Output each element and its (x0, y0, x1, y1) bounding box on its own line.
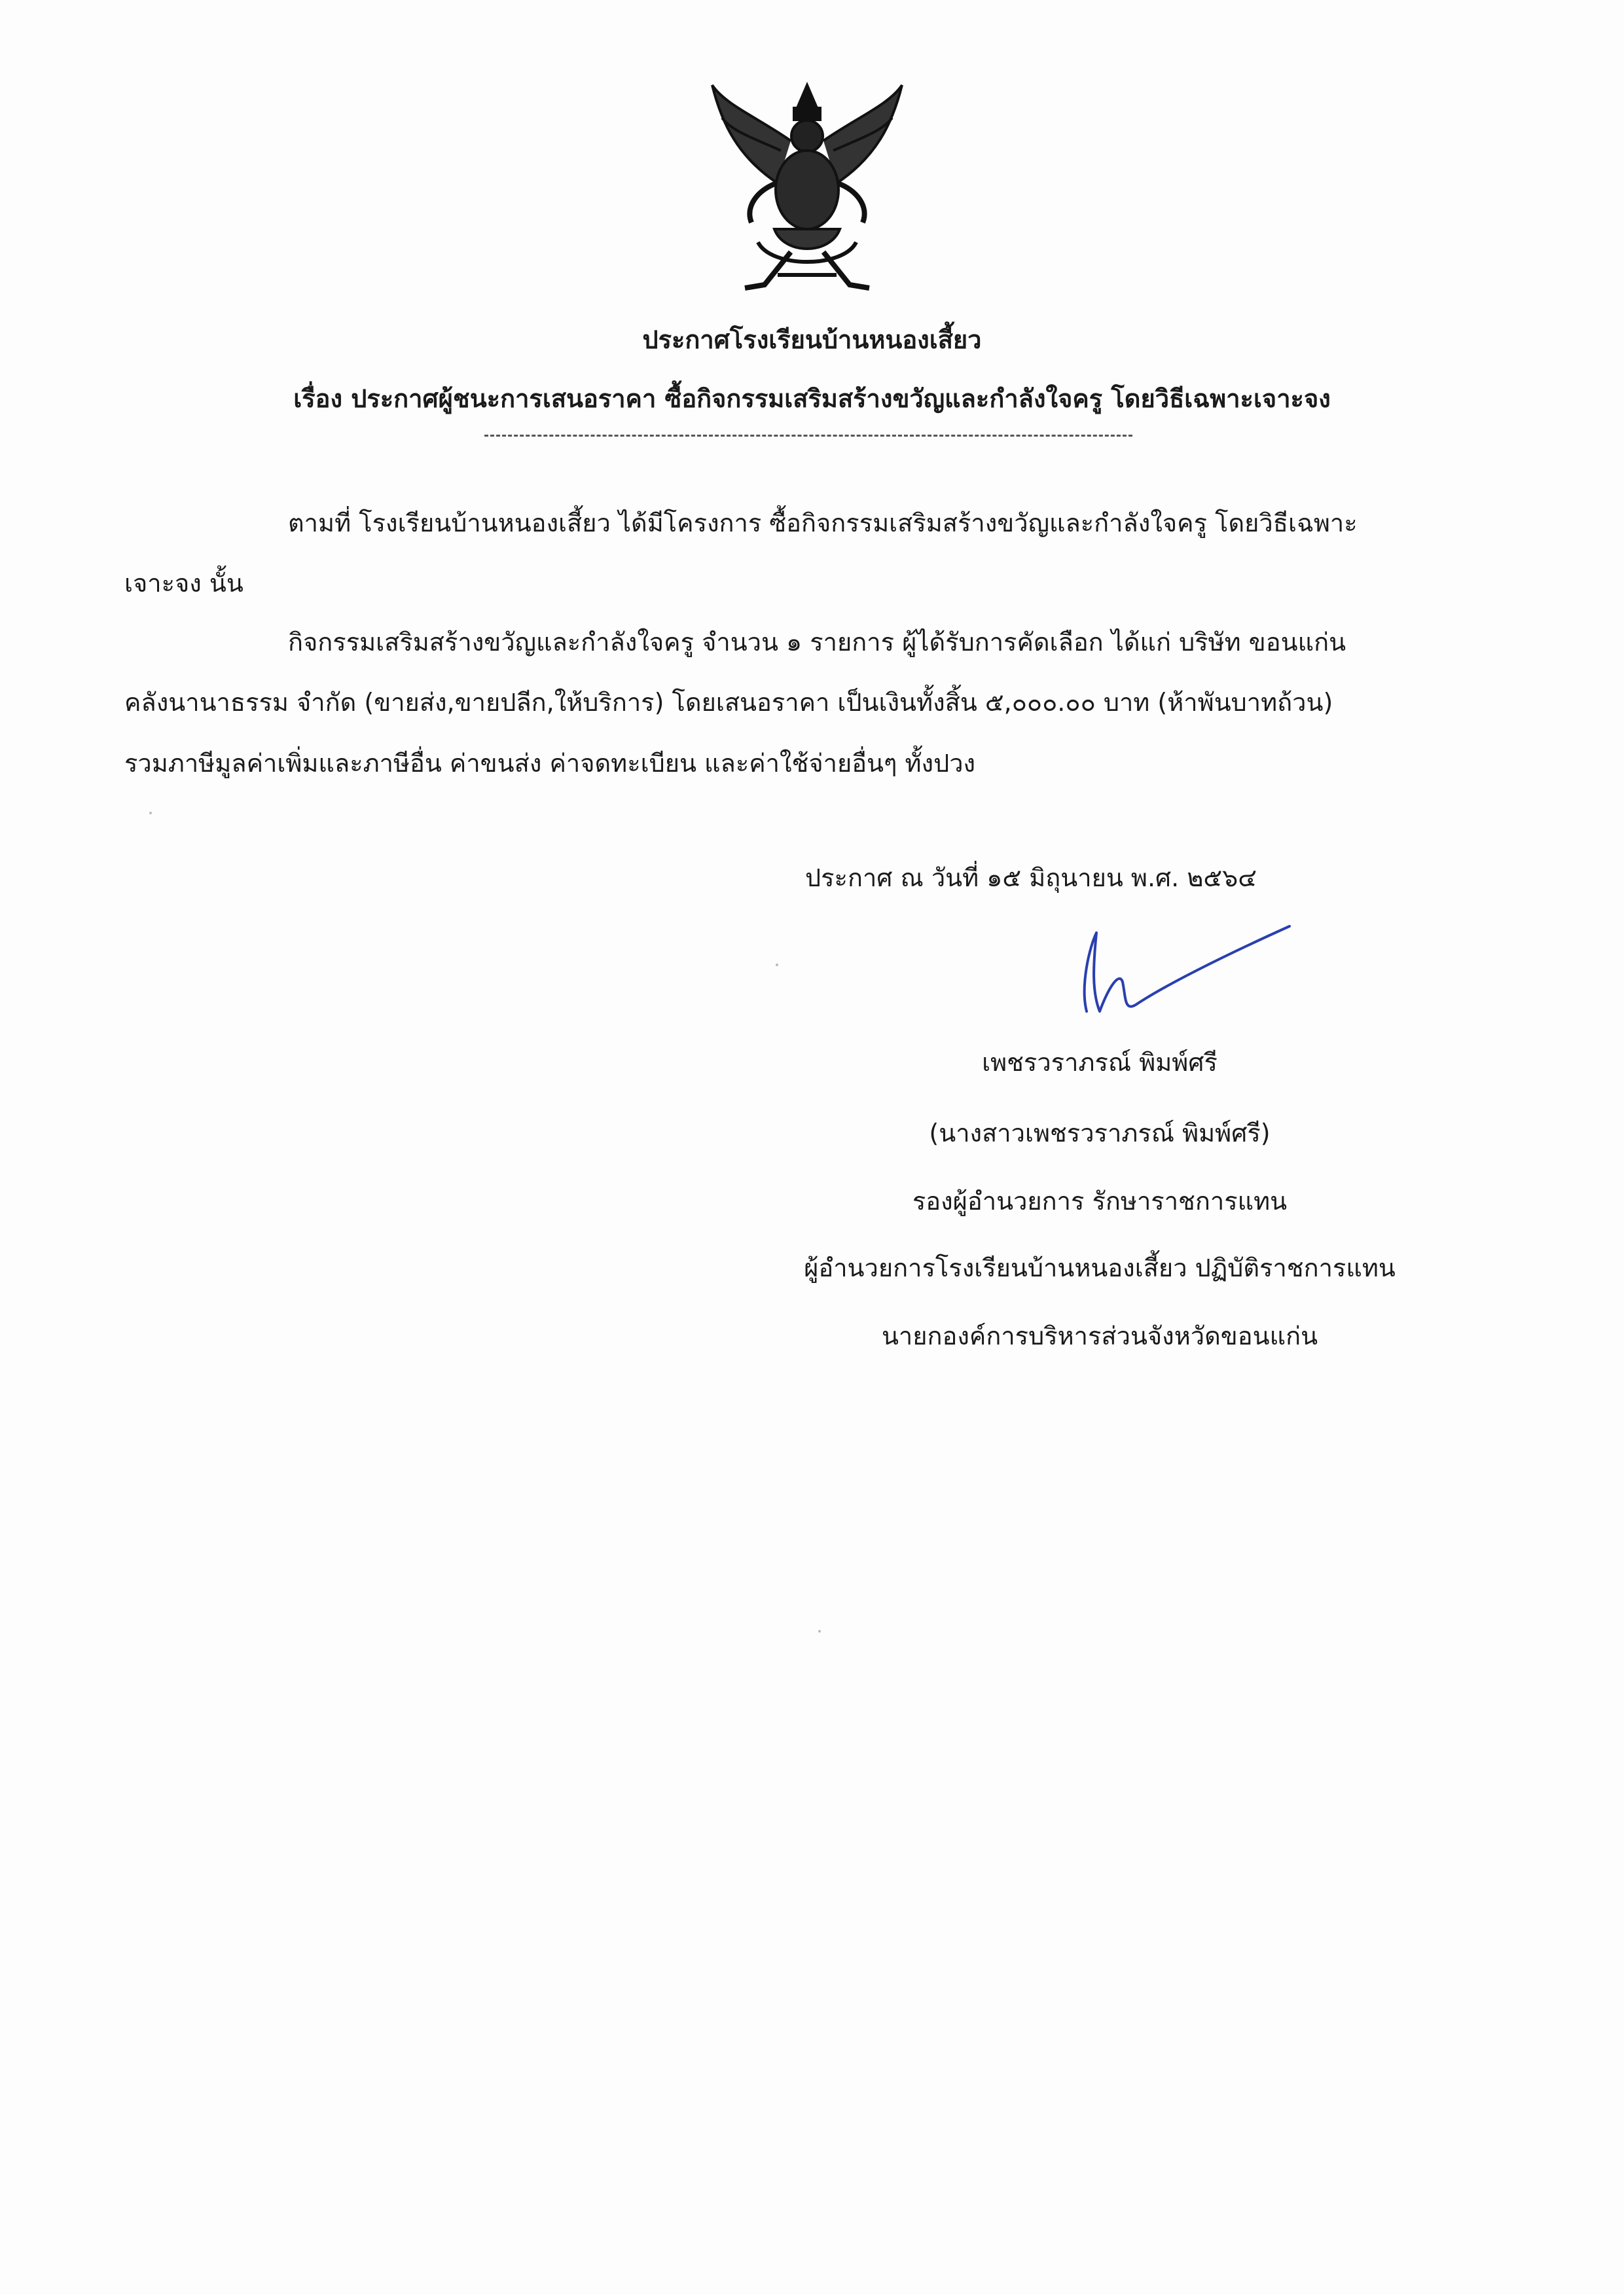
paragraph1-line2: เจาะจง นั้น (124, 569, 244, 598)
divider-line (484, 435, 1132, 437)
paragraph2-line3: รวมภาษีมูลค่าเพิ่มและภาษีอื่น ค่าขนส่ง ค่าจดทะเบียน และค่าใช้จ่ายอื่นๆ ทั้งปวง (124, 749, 976, 778)
scan-speck (776, 964, 778, 966)
paragraph2-line1: กิจกรรมเสริมสร้างขวัญและกำลังใจครู จำนวน ๑ รายการ ผู้ได้รับการคัดเลือก ได้แก่ บริษัท ขอนแก่น (288, 628, 1346, 657)
handwritten-signature-icon (1074, 920, 1296, 1018)
signer-position-3: นายกองค์การบริหารส่วนจังหวัดขอนแก่น (881, 1322, 1318, 1350)
signer-name: เพชรวราภรณ์ พิมพ์ศรี (982, 1048, 1218, 1077)
signer-full-name: (นางสาวเพชรวราภรณ์ พิมพ์ศรี) (929, 1119, 1271, 1148)
announcement-title: ประกาศโรงเรียนบ้านหนองเสี้ยว (642, 325, 982, 354)
announcement-subject: เรื่อง ประกาศผู้ชนะการเสนอราคา ซื้อกิจกรรมเสริมสร้างขวัญและกำลังใจครู โดยวิธีเฉพาะเจาะจง (293, 384, 1331, 413)
paragraph1-line1: ตามที่ โรงเรียนบ้านหนองเสี้ยว ได้มีโครงการ ซื้อกิจกรรมเสริมสร้างขวัญและกำลังใจครู โดยวิธีเฉพาะ (288, 509, 1358, 537)
signer-position-2: ผู้อำนวยการโรงเรียนบ้านหนองเสี้ยว ปฏิบัติราชการแทน (804, 1254, 1396, 1282)
garuda-emblem-icon (699, 79, 915, 301)
paragraph2-line2: คลังนานาธรรม จำกัด (ขายส่ง,ขายปลีก,ให้บริการ) โดยเสนอราคา เป็นเงินทั้งสิ้น ๕,๐๐๐.๐๐ บาท (ห้าพันบาทถ้วน) (124, 688, 1333, 717)
scan-speck (818, 1630, 821, 1633)
signer-position-1: รองผู้อำนวยการ รักษาราชการแทน (912, 1187, 1288, 1216)
scan-speck (149, 812, 152, 814)
announcement-date: ประกาศ ณ วันที่ ๑๕ มิถุนายน พ.ศ. ๒๕๖๔ (805, 863, 1257, 892)
